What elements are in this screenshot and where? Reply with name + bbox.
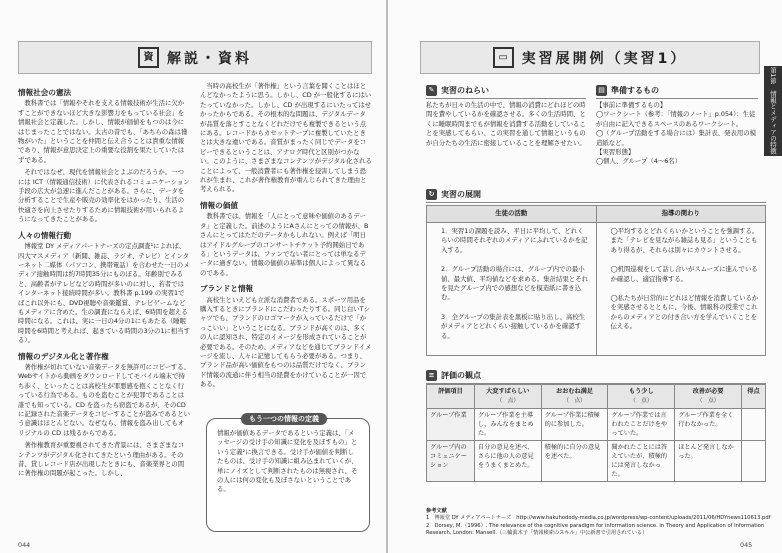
student-step: 1．実習1の課題を読み、平日に平均して、どれくらいの時間それぞれのメディアにふれているかを記入する。 bbox=[441, 227, 588, 254]
paragraph: 著作権教育が重要視されてきた背景には、さまざまなコンテンツがデジタル化されてきたという理由がある。その昔、貸しレコード店が出現したときにも、音楽業界との間に著作権の問題が起こった。しかし、 bbox=[18, 441, 185, 478]
eval-item: グループ作業 bbox=[427, 409, 475, 441]
clipboard-icon: ▤ bbox=[596, 85, 607, 96]
eval-cell: グループ作業に積極的に参加した。 bbox=[541, 409, 608, 441]
alt-definition-title: もう一つの情報の定義 bbox=[241, 413, 327, 425]
eval-cell: グループ作業では言われたことだけをやっていた。 bbox=[608, 409, 675, 441]
paragraph: 教科書では、情報を「人にとって意味や価値のあるデータ」と定義した。前述のようにAさんにとっての情報が、Bさんにとってはただのデータかもしれない。例えば「明日はアイドルグループのコンサートチケット予約開始日である」というデータは、ファンでない者にとっては単なるデータに過ぎない。情報の価値の基準は個人によって異なるのである。 bbox=[200, 212, 369, 277]
eval-row bbox=[427, 441, 766, 482]
development-heading: ↻ 実習の展開 bbox=[426, 186, 766, 203]
development-table bbox=[426, 205, 766, 356]
section-heading: 情報のデジタル化と著作権 bbox=[18, 351, 109, 361]
left-column-1 bbox=[18, 82, 190, 542]
eval-header-excellent: 大変すばらしい （ 点） bbox=[474, 385, 541, 409]
eval-header-item: 評価項目 bbox=[427, 385, 475, 409]
eval-header-fair: もう少し （ 点） bbox=[608, 385, 675, 409]
eval-score-cell bbox=[741, 441, 765, 482]
references-title: 参考文献 bbox=[426, 508, 447, 514]
eval-cell: 積極的に自分の意見を述べた。 bbox=[541, 441, 608, 482]
eval-cell: グループ作業を全く行わなかった。 bbox=[675, 409, 742, 441]
aim-heading: ✎ 実習のねらい bbox=[426, 82, 586, 99]
right-banner bbox=[420, 41, 760, 74]
book-spine bbox=[386, 0, 388, 553]
student-step: 2．グループ活動の場合には、グループ内での最小値、最大値、平均値などを求める。集計結果とそれを見たグループ内での感想などを模造紙に書き込む。 bbox=[441, 265, 588, 302]
alt-definition-text: 情報が価値あるデータであるという定義は、「メッセージの受け手の知識に変化を及ぼすもの」という定義²に換言できる。受け手が価値を判断したものは、受け手の知識に組み込まれていくが、単にノイズとして判断されたものは無視され、その人には何の変化も及ぼさないということである。 bbox=[217, 429, 358, 494]
eval-header-score: 得点 bbox=[741, 385, 765, 409]
paragraph: 博報堂 DY メディアパートナーズの定点調査¹によれば、四大マスメディア（新聞、雑誌、ラジオ、テレビ）とインターネット二媒体（パソコン、携帯電話）を合わせた一日のメディア接触時間は約7時間35分にものぼる。年齢別でみると、高齢者がテレビなどの時間が多いのに対し、若者ではインターネット接続時間が多い。教科書 p.199 の実習1でばこれ以外にも、DVD視聴や音楽鑑賞、テレビゲームなどもメディアに含めた。生の調査にならえば、6時間を超える時間になる。これは、実に一日の4分の1にもあたる（睡眠時間を6時間と考えれば、起きている時間の3分の1に相当する）。 bbox=[18, 242, 190, 345]
reference-item: 1 博報堂 DY メディアパートナーズ http://www.hakuhodody-media.co.jp/wordpress/wp-content/uploads/2011/06/HDYnews110613.pdf bbox=[426, 515, 771, 522]
left-page-number: 044 bbox=[18, 541, 31, 549]
left-banner-title: 解説・資料 bbox=[167, 50, 252, 67]
section-heading: 情報社会の憲法 bbox=[18, 88, 72, 97]
prep-list bbox=[596, 101, 758, 167]
reference-item: 2 Dorsey, M.（1996）. The relevance of the cognitive paradigm for information science. in Theory and Application of Information Research, London: Mansell.（三輪眞木子「情報検索のスキル」中公新書で引用されている） bbox=[426, 522, 765, 537]
prep-line: ◯（グループ活動をする場合には）集計表、発表用の模造紙など。 bbox=[596, 129, 757, 147]
section-heading: 人々の情報行動 bbox=[18, 230, 72, 240]
list-icon: ≡ bbox=[426, 370, 437, 381]
eval-cell: グループ作業を主導し、みんなをまとめた。 bbox=[474, 409, 541, 441]
aim-text: 私たちが日々の生活の中で、情報の消費にどれほどの時間を費やしているかを確認させる。多くの生活時間、とくに睡眠時間までもが情報を消費する活動をしていることを実感してもらい、この実習を通して情報というものが自分たちの生活に密接していることを理解させたい。 bbox=[426, 101, 586, 147]
prep-line: 【実習形態】 bbox=[596, 148, 635, 157]
teacher-guidance-cell bbox=[596, 223, 766, 356]
alt-definition-box bbox=[206, 415, 370, 532]
prep-line: 【事前に準備するもの】 bbox=[596, 101, 667, 109]
teacher-guidance-header: 指導の関わり bbox=[596, 206, 766, 223]
cycle-icon: ↻ bbox=[426, 189, 437, 200]
student-activity-cell bbox=[427, 223, 597, 356]
eval-score-cell bbox=[741, 409, 765, 441]
teacher-note: ◯私たちが日常的にどれほど情報を消費しているかを実感させるとともに、今後、情報科の授業でこれからのメディアとの付き合い方を学んでいくことを伝える。 bbox=[610, 294, 759, 331]
prep-line: ◯個人、グループ（4〜6名） bbox=[596, 157, 682, 166]
evaluation-heading: ≡ 評価の観点 bbox=[426, 367, 766, 384]
section-heading: ブランドと情報 bbox=[200, 284, 254, 294]
paragraph: それではなぜ、現代を情報社会とよぶのだろうか。一つには ICT（情報通信技術）に代表されるコミュニケーション手段の広大が急速に進んだことがある。さらに、データを分析することで生産や販売の効率化をはかったり、生活の快適さを向上させたりするために情報技術が用いられるようになってきたことがある。 bbox=[18, 168, 190, 224]
right-banner-title: 実習展開例（実習1） bbox=[521, 50, 688, 67]
teacher-note: ◯平均するとどれくらいかということを強調する。また「テレビを見ながら雑誌も見る」ということもあり得るが、それらは別々にカウントさせる。 bbox=[610, 227, 759, 254]
teacher-note: ◯机間巡視をして話し合いがスムーズに進んでいるか確認し、適宜指導する。 bbox=[610, 265, 758, 283]
section-heading: 情報の価値 bbox=[200, 200, 238, 210]
eval-header-needs-improvement: 改善が必要 （ 点） bbox=[675, 385, 742, 409]
student-activity-header: 生徒の活動 bbox=[427, 206, 597, 223]
chapter-side-tab: 第1節 情報とメディアの特徴 bbox=[764, 66, 782, 156]
prep-heading: ▤ 準備するもの bbox=[596, 82, 758, 99]
document-icon: 資 bbox=[138, 47, 159, 68]
paragraph: 著作権が切れていない音楽データを無許可にコピーする、Webサイトから動画をダウンロードしてモバイル端末で持ち歩く、といったことは高校生が罪悪感を抱くことなく行っている行為である。ものを盗むことが犯罪であることは誰でも知っている。CD を盗ったら窃盗であるが、そのCD に記録された音楽データをコピーすることが盗みであるという意識はほとんどない。なぜなら、情報を盗み出してもオリジナルの CD は残るからである。 bbox=[18, 362, 190, 437]
right-page-number: 045 bbox=[740, 541, 753, 549]
left-banner bbox=[18, 41, 372, 74]
left-column-2 bbox=[200, 82, 372, 389]
prep-line: ◯ワークシート（参考：「情報のノート」p.054）：生徒が自由に記入できるスペースのあるワークシート。 bbox=[596, 110, 756, 128]
eval-cell: 自分の意見を述べ、さらに他の人の意見をうまくまとめた。 bbox=[474, 441, 541, 482]
eval-cell: 聞かれたことには答えていたが、積極的には発言しなかった。 bbox=[608, 441, 675, 482]
eval-header-satisfactory: おおむね満足 （ 点） bbox=[541, 385, 608, 409]
monitor-icon: ▭ bbox=[493, 47, 514, 68]
references bbox=[426, 508, 771, 538]
eval-cell: ほとんど発言しなかった。 bbox=[675, 441, 742, 482]
paragraph: 教科書では「情報やそれを支える情報技術が生活に欠かすことができないほど大きな影響力をもっている社会」を情報社会と定義した。しかし、情報が価値をもつのは今にはじまったことではない。太古の昔でも、「あちらの森は獲物がいた」ということを仲間と伝え合うことは貴重な情報であり、情報が意思決定上の重要な役割を果たしていたはずである。 bbox=[18, 99, 188, 164]
eval-row bbox=[427, 409, 766, 441]
eval-item: グループ内のコミュニケーション bbox=[427, 441, 475, 482]
paragraph: 当時の高校生が「著作権」という言葉を聞くことはほとんどなかったように思う。しかし、CD が一般化するにはいたっていなかった。しかし、CD が出現するにいたってはせかったからである。その根本的な問題は、デジタルデータが品質を落とすことなくどれだけでも複製できるという点にある。レコードからカセットテープに複製していたときとは大きな違いである。音質がまったく同じでデータをコピーできるということは、アナログ時代と区別がつかない。このように、さまざまなコンテンツがデジタル化されることによって、一般消費者にも著作権を侵害してしまう恐れが生まれ、これが著作権教育が重んじられてきた理由と考えられる。 bbox=[200, 82, 372, 194]
pencil-icon: ✎ bbox=[426, 85, 437, 96]
evaluation-table bbox=[426, 384, 766, 482]
paragraph: 高校生といえども立派な消費者である。スポーツ用品を購入するときにブランドにこだわったりする。同じ白いTシャツでも、ブランドのロゴマークが入っているだけで「かっこいい」ということになる。ブランドが高くのは、多くの人に認知され、特定のイメージを形成されていることが必要である。そのため、メディアなどを通じてブランドイメージを流し、人々に記憶してもらう必要がある。つまり、ブランド品が高い価値をもつのは品質だけでなく、ブランド情報の流通に伴う相当の経費をかけていることが一因である。 bbox=[200, 295, 372, 389]
student-step: 3．全グループの集計表を黒板に貼り出し、高校生がメディアとどれくらい接触しているかを確認する。 bbox=[441, 312, 586, 340]
